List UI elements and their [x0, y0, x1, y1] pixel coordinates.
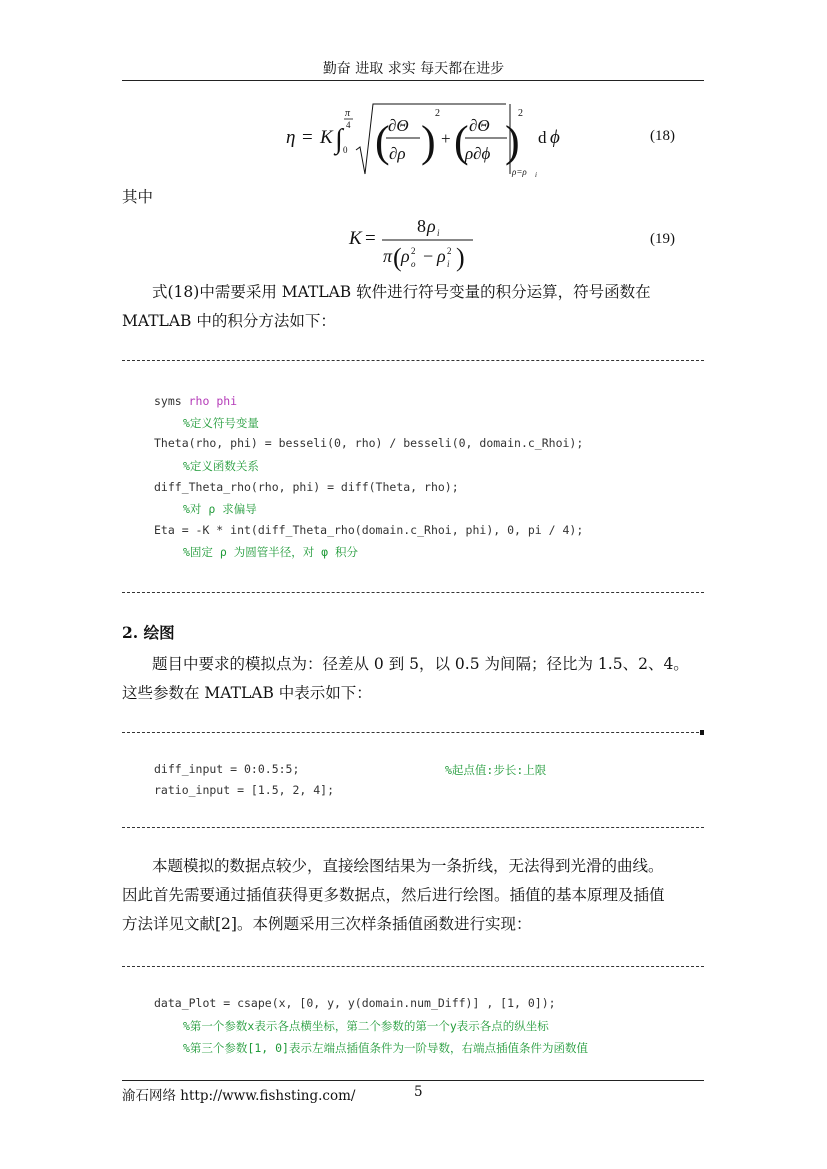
svg-text:(: ( [393, 243, 402, 272]
svg-text:2: 2 [411, 246, 416, 256]
code-1-line-3: diff_Theta_rho(rho, phi) = diff(Theta, rho); [154, 480, 459, 494]
svg-text:=: = [365, 228, 376, 249]
svg-text:ρ: ρ [427, 216, 436, 236]
svg-text:∂Θ: ∂Θ [388, 116, 409, 135]
code-1-variables: rho phi [188, 394, 238, 408]
svg-text:): ) [421, 117, 436, 166]
header-rule [122, 80, 704, 81]
code-1-comment-3: %对 ρ 求偏导 [183, 502, 257, 516]
code-1-comment-4: %固定 ρ 为圆管半径，对 φ 积分 [183, 545, 358, 559]
svg-text:(: ( [454, 117, 469, 166]
code-block-2-corner-marker [700, 730, 704, 735]
svg-text:K: K [320, 127, 333, 148]
code-1-comment-2: %定义函数关系 [183, 459, 259, 473]
svg-text:∂ρ: ∂ρ [389, 144, 406, 163]
svg-text:−: − [423, 246, 434, 266]
code-3-line-1: data_Plot = csape(x, [0, y, y(domain.num_Diff)] , [1, 0]); [154, 996, 556, 1010]
code-block-3-top-rule [122, 966, 704, 967]
paragraph-2-line-1: 题目中要求的模拟点为：径差从 0 到 5，以 0.5 为间隔；径比为 1.5、2、4。 [152, 655, 689, 673]
code-2-comment-1: %起点值:步长:上限 [445, 763, 547, 777]
svg-text:2: 2 [518, 108, 523, 119]
code-2-line-2: ratio_input = [1.5, 2, 4]; [154, 783, 335, 797]
equation-18 [280, 98, 570, 182]
paragraph-3-line-2: 因此首先需要通过插值获得更多数据点，然后进行绘图。插值的基本原理及插值 [122, 886, 665, 904]
code-2-line-1: diff_input = 0:0.5:5; [154, 762, 300, 776]
paragraph-3-line-3: 方法详见文献[2]。本例题采用三次样条插值函数进行实现： [122, 915, 532, 933]
svg-text:∫: ∫ [335, 124, 343, 155]
svg-text:8: 8 [417, 216, 426, 236]
where-label: 其中 [122, 188, 154, 206]
equation-19 [345, 212, 480, 274]
code-1-keyword: syms [154, 394, 189, 408]
svg-text:d: d [538, 128, 547, 147]
code-3-comment-2: %第三个参数[1, 0]表示左端点插值条件为一阶导数，右端点插值条件为函数值 [183, 1041, 588, 1055]
svg-text:π: π [345, 108, 351, 119]
code-1-line-1 [154, 394, 237, 408]
code-block-2-bottom-rule [122, 827, 704, 828]
footer-rule [122, 1080, 704, 1081]
svg-text:K: K [349, 228, 362, 249]
svg-text:0: 0 [343, 145, 348, 155]
page-number: 5 [414, 1084, 423, 1100]
code-1-line-2: Theta(rho, phi) = besseli(0, rho) / besseli(0, domain.c_Rhoi); [154, 436, 584, 450]
paragraph-2-line-2: 这些参数在 MATLAB 中表示如下： [122, 684, 372, 702]
code-1-line-4: Eta = -K * int(diff_Theta_rho(domain.c_Rhoi, phi), 0, pi / 4); [154, 523, 584, 537]
svg-text:π: π [383, 246, 393, 266]
svg-text:ρ: ρ [437, 246, 446, 266]
footer-site: 渝石网络 http://www.fishsting.com/ [122, 1088, 356, 1104]
svg-text:2: 2 [447, 246, 452, 256]
svg-text:4: 4 [346, 120, 351, 130]
code-block-1-bottom-rule [122, 592, 704, 593]
code-block-2-top-rule [122, 732, 704, 733]
svg-text:o: o [411, 259, 416, 269]
svg-text:i: i [437, 228, 440, 238]
svg-text:(: ( [375, 117, 390, 166]
svg-text:ϕ: ϕ [550, 127, 560, 148]
svg-text:∂Θ: ∂Θ [469, 116, 490, 135]
equation-19-number: (19) [650, 231, 675, 247]
code-3-comment-1: %第一个参数x表示各点横坐标，第二个参数的第一个y表示各点的纵坐标 [183, 1019, 549, 1033]
svg-text:i: i [447, 259, 450, 269]
page-header: 勤奋 进取 求实 每天都在进步 [322, 61, 505, 77]
svg-text:): ) [456, 243, 465, 272]
svg-text:ρ: ρ [401, 246, 410, 266]
svg-text:2: 2 [435, 108, 440, 119]
svg-text:): ) [505, 117, 520, 166]
svg-text:ρ=ρ: ρ=ρ [512, 167, 527, 177]
code-block-1-top-rule [122, 360, 704, 361]
equation-18-number: (18) [650, 128, 675, 144]
section-2-title: 2. 绘图 [122, 623, 175, 642]
svg-text:=: = [302, 127, 313, 148]
code-1-comment-1: %定义符号变量 [183, 416, 259, 430]
svg-text:η: η [286, 127, 296, 148]
svg-text:i: i [535, 171, 537, 179]
svg-text:+: + [441, 129, 451, 148]
paragraph-3-line-1: 本题模拟的数据点较少，直接绘图结果为一条折线，无法得到光滑的曲线。 [152, 857, 664, 875]
paragraph-1-line-1: 式(18)中需要采用 MATLAB 软件进行符号变量的积分运算，符号函数在 [152, 283, 651, 301]
paragraph-1-line-2: MATLAB 中的积分方法如下： [122, 312, 336, 330]
svg-text:ρ∂ϕ: ρ∂ϕ [465, 144, 491, 163]
